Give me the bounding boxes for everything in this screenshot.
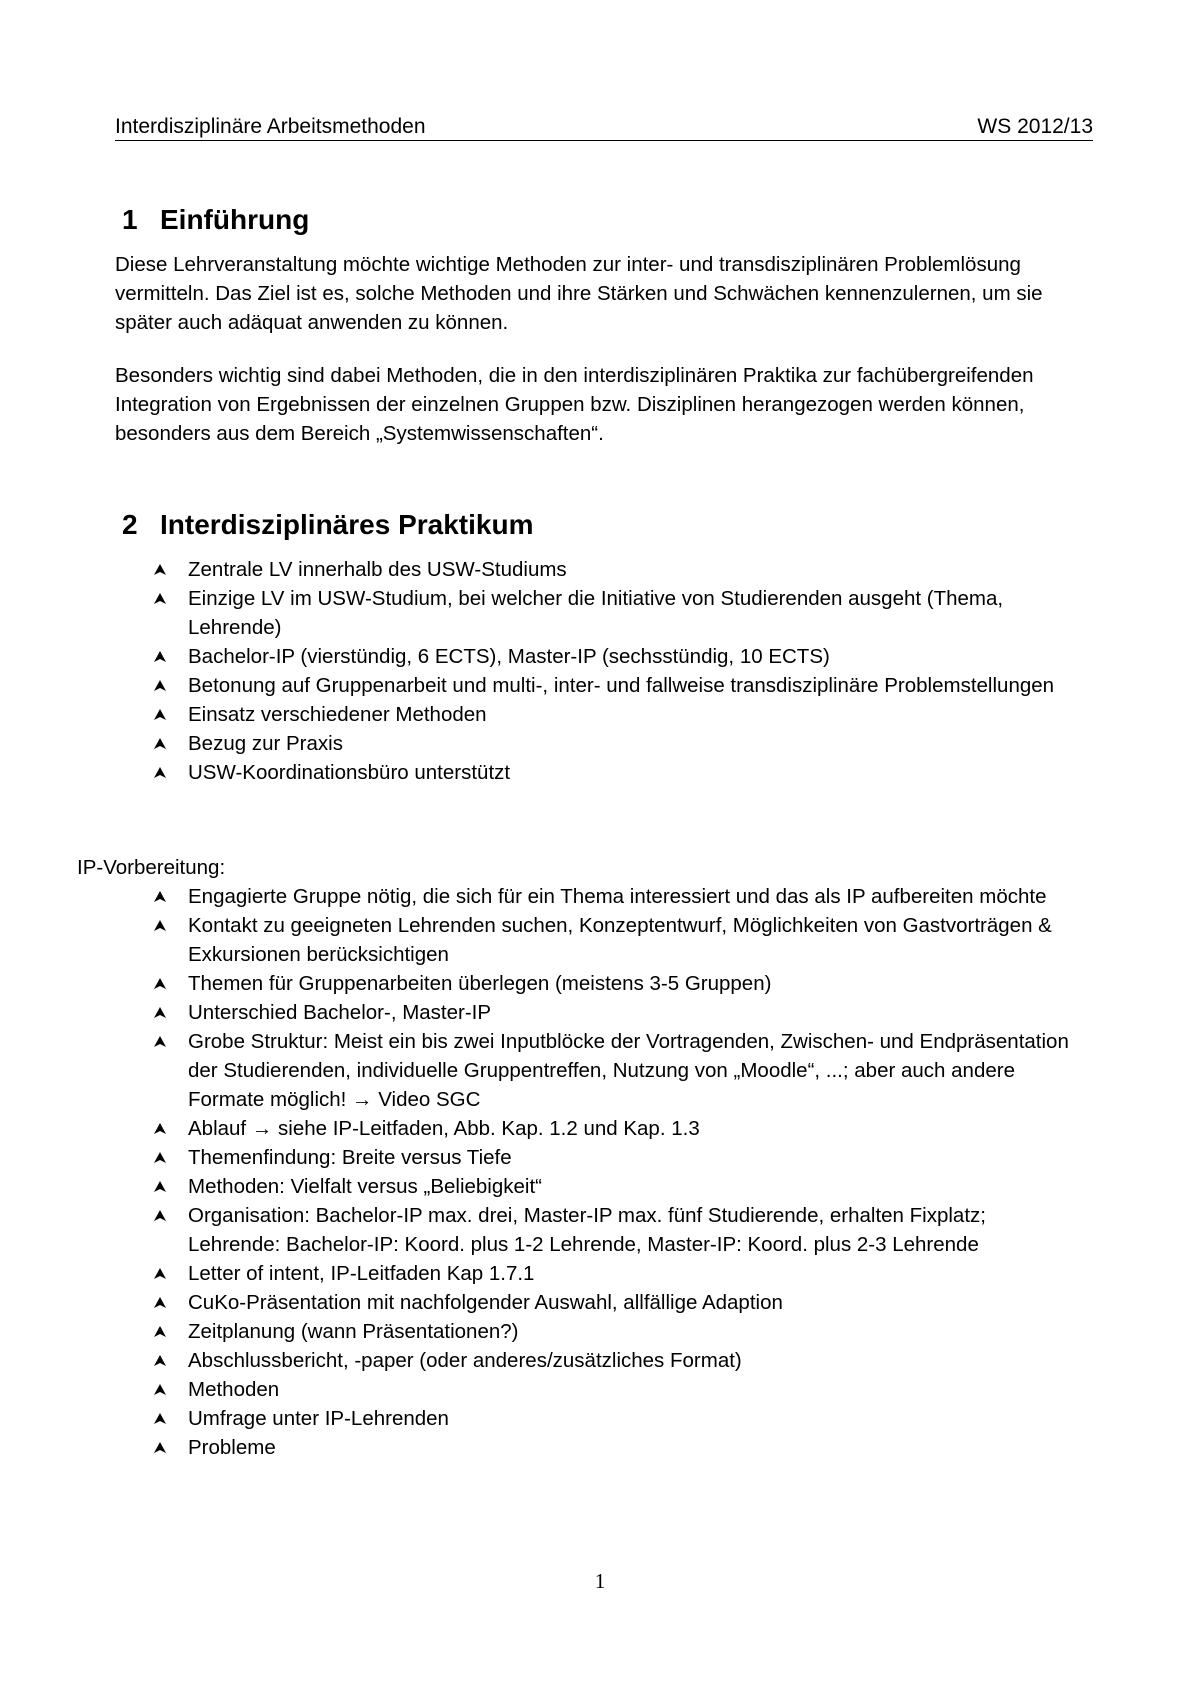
list-item: CuKo-Präsentation mit nachfolgender Auswahl, allfällige Adaption	[150, 1288, 1080, 1317]
arrowhead-bullet-icon	[153, 1210, 167, 1222]
list-item: Probleme	[150, 1433, 1080, 1462]
arrowhead-bullet-icon	[153, 1384, 167, 1396]
arrowhead-bullet-icon	[153, 1181, 167, 1193]
header-course-title: Interdisziplinäre Arbeitsmethoden	[115, 115, 426, 138]
list-item: Einsatz verschiedener Methoden	[150, 700, 1080, 729]
list-item: Betonung auf Gruppenarbeit und multi-, inter- und fallweise transdisziplinäre Problemstellungen	[150, 671, 1080, 700]
arrowhead-bullet-icon	[153, 1036, 167, 1048]
header-semester: WS 2012/13	[977, 115, 1093, 138]
arrowhead-bullet-icon	[153, 1442, 167, 1454]
list-item: Kontakt zu geeigneten Lehrenden suchen, Konzeptentwurf, Möglichkeiten von Gastvorträgen & Exkursionen berücksichtigen	[150, 911, 1080, 969]
ip-preparation-label: IP-Vorbereitung:	[77, 856, 226, 879]
arrowhead-bullet-icon	[153, 1297, 167, 1309]
list-item: Themen für Gruppenarbeiten überlegen (meistens 3-5 Gruppen)	[150, 969, 1080, 998]
page-header	[115, 114, 1093, 141]
section-2-number: 2	[122, 509, 138, 540]
list-item: Bachelor-IP (vierstündig, 6 ECTS), Master-IP (sechsstündig, 10 ECTS)	[150, 642, 1080, 671]
list-item: Zeitplanung (wann Präsentationen?)	[150, 1317, 1080, 1346]
section-1-title: Einführung	[160, 204, 310, 235]
arrowhead-bullet-icon	[153, 1355, 167, 1367]
section-2-heading	[122, 508, 533, 542]
arrowhead-bullet-icon	[153, 564, 167, 576]
list-item: Unterschied Bachelor-, Master-IP	[150, 998, 1080, 1027]
list-item: Einzige LV im USW-Studium, bei welcher die Initiative von Studierenden ausgeht (Thema, Lehrende)	[150, 584, 1080, 642]
arrowhead-bullet-icon	[153, 767, 167, 779]
arrowhead-bullet-icon	[153, 709, 167, 721]
list-item: Bezug zur Praxis	[150, 729, 1080, 758]
arrowhead-bullet-icon	[153, 920, 167, 932]
list-item: Abschlussbericht, -paper (oder anderes/zusätzliches Format)	[150, 1346, 1080, 1375]
arrowhead-bullet-icon	[153, 651, 167, 663]
arrowhead-bullet-icon	[153, 680, 167, 692]
section-2-bullet-list	[150, 555, 1080, 787]
arrowhead-bullet-icon	[153, 978, 167, 990]
section-1-heading	[122, 203, 309, 237]
arrowhead-bullet-icon	[153, 738, 167, 750]
list-item: Methoden	[150, 1375, 1080, 1404]
arrowhead-bullet-icon	[153, 1268, 167, 1280]
section-2-title: Interdisziplinäres Praktikum	[160, 509, 534, 540]
page-number: 1	[594, 1569, 606, 1593]
arrowhead-bullet-icon	[153, 1413, 167, 1425]
intro-paragraph-1: Diese Lehrveranstaltung möchte wichtige Methoden zur inter- und transdisziplinären Problemlösung vermitteln. Das Ziel ist es, solche Methoden und ihre Stärken und Schwächen kennenzulernen, um sie später auch adäquat anwenden zu können.	[115, 253, 1043, 334]
arrowhead-bullet-icon	[153, 1326, 167, 1338]
list-item: Zentrale LV innerhalb des USW-Studiums	[150, 555, 1080, 584]
list-item: Themenfindung: Breite versus Tiefe	[150, 1143, 1080, 1172]
list-item: Engagierte Gruppe nötig, die sich für ein Thema interessiert und das als IP aufbereiten möchte	[150, 882, 1080, 911]
ip-preparation-bullet-list	[150, 882, 1080, 1462]
arrowhead-bullet-icon	[153, 1123, 167, 1135]
list-item: Ablauf → siehe IP-Leitfaden, Abb. Kap. 1.2 und Kap. 1.3	[150, 1114, 1080, 1143]
arrowhead-bullet-icon	[153, 1152, 167, 1164]
section-1-number: 1	[122, 204, 138, 235]
list-item: USW-Koordinationsbüro unterstützt	[150, 758, 1080, 787]
arrowhead-bullet-icon	[153, 593, 167, 605]
arrowhead-bullet-icon	[153, 1007, 167, 1019]
intro-paragraph-2: Besonders wichtig sind dabei Methoden, die in den interdisziplinären Praktika zur fachübergreifenden Integration von Ergebnissen der einzelnen Gruppen bzw. Disziplinen herangezogen werden können, besonders aus dem Bereich „Systemwissenschaften“.	[115, 364, 1034, 445]
list-item: Umfrage unter IP-Lehrenden	[150, 1404, 1080, 1433]
list-item: Letter of intent, IP-Leitfaden Kap 1.7.1	[150, 1259, 1080, 1288]
arrowhead-bullet-icon	[153, 891, 167, 903]
list-item: Methoden: Vielfalt versus „Beliebigkeit“	[150, 1172, 1080, 1201]
list-item: Grobe Struktur: Meist ein bis zwei Inputblöcke der Vortragenden, Zwischen- und Endpräsentation der Studierenden, individuelle Gruppentreffen, Nutzung von „Moodle“, ...; aber auch andere Formate möglich! → Video SGC	[150, 1027, 1080, 1114]
list-item: Organisation: Bachelor-IP max. drei, Master-IP max. fünf Studierende, erhalten Fixplatz; Lehrende: Bachelor-IP: Koord. plus 1-2 Lehrende, Master-IP: Koord. plus 2-3 Lehrende	[150, 1201, 1080, 1259]
